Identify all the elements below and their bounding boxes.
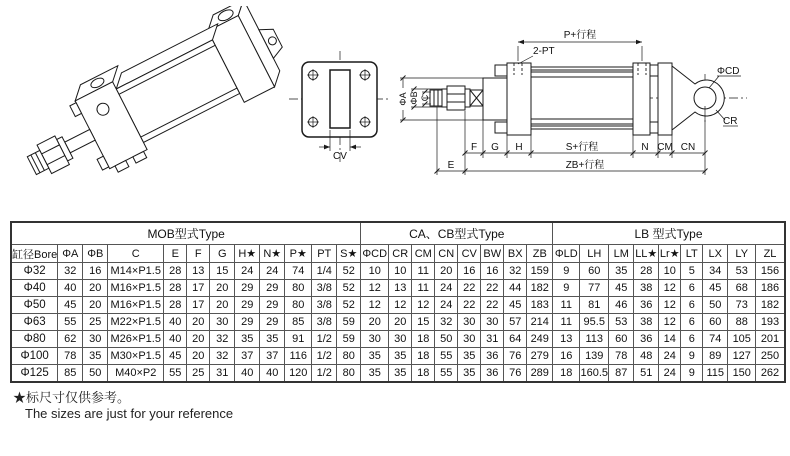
dimension-cell: M40×P2 <box>108 365 164 383</box>
dimension-cell: M16×P1.5 <box>108 280 164 297</box>
dimension-cell: 50 <box>435 331 458 348</box>
dimension-cell: 31 <box>481 331 504 348</box>
dimension-cell: 45 <box>609 280 634 297</box>
dimension-cell: 32 <box>210 331 235 348</box>
dimension-cell: 60 <box>580 263 609 280</box>
dimension-cell: 36 <box>634 297 659 314</box>
footnote-line-en: The sizes are just for your reference <box>25 406 234 421</box>
dimension-cell: 20 <box>361 314 389 331</box>
dimension-cell: 20 <box>210 297 235 314</box>
column-header: ZL <box>756 245 785 263</box>
dimension-cell: 25 <box>83 314 108 331</box>
dimension-cell: 20 <box>83 297 108 314</box>
dimension-cell: 32 <box>504 263 527 280</box>
dimension-cell: 16 <box>83 263 108 280</box>
column-header: C <box>108 245 164 263</box>
column-header: BX <box>504 245 527 263</box>
dimension-cell: 113 <box>580 331 609 348</box>
dimension-cell: 73 <box>728 297 756 314</box>
dimension-cell: 11 <box>553 314 580 331</box>
dimension-cell: 24 <box>435 280 458 297</box>
dimension-cell: 55 <box>435 348 458 365</box>
column-header: ΦB <box>83 245 108 263</box>
dim-label-cm: CM <box>657 142 673 153</box>
dim-label-f: F <box>470 142 478 153</box>
footnote <box>13 390 233 422</box>
bore-cell: Φ63 <box>11 314 58 331</box>
table-row <box>11 331 785 348</box>
dimension-cell: 35 <box>389 365 412 383</box>
dimension-cell: 12 <box>659 297 681 314</box>
dim-label-n: N <box>641 142 649 153</box>
dim-label-s-stroke: S+行程 <box>565 142 599 153</box>
dimension-cell: 28 <box>164 263 187 280</box>
dimension-cell: 55 <box>435 365 458 383</box>
dimension-cell: 22 <box>458 297 481 314</box>
dimension-cell: 156 <box>756 263 785 280</box>
dimension-cell: 289 <box>527 365 553 383</box>
dimension-cell: 18 <box>412 331 435 348</box>
tie-rod-nut <box>650 65 658 76</box>
dimension-cell: 18 <box>412 348 435 365</box>
dimension-cell: 74 <box>703 331 728 348</box>
dim-label-p-stroke: P+行程 <box>563 30 597 41</box>
dim-label-c: C <box>420 94 430 102</box>
tie-rod-nut <box>495 122 507 133</box>
column-header: LM <box>609 245 634 263</box>
piston-rod-assembly <box>430 86 483 110</box>
dimension-cell: 116 <box>285 348 312 365</box>
section-title-row <box>11 222 785 245</box>
dim-label-cn: CN <box>680 142 696 153</box>
footnote-line-cn: ★标尺寸仅供参考。 <box>13 390 131 405</box>
column-header: CR <box>389 245 412 263</box>
column-header: LH <box>580 245 609 263</box>
dim-label-h: H <box>515 142 523 153</box>
table-row <box>11 297 785 314</box>
column-header: ΦA <box>58 245 83 263</box>
bore-cell: Φ32 <box>11 263 58 280</box>
dimension-cell: 52 <box>337 280 361 297</box>
dimension-cell: 6 <box>681 314 703 331</box>
dimension-cell: 88 <box>728 314 756 331</box>
bore-cell: Φ80 <box>11 331 58 348</box>
column-header-row <box>11 245 785 263</box>
dimension-cell: 182 <box>527 280 553 297</box>
bore-cell: Φ100 <box>11 348 58 365</box>
dimension-cell: 3/8 <box>312 297 337 314</box>
dimension-cell: 18 <box>412 365 435 383</box>
dimension-cell: 52 <box>337 263 361 280</box>
head-flange <box>507 63 531 135</box>
column-header: G <box>210 245 235 263</box>
dimension-cell: 24 <box>659 365 681 383</box>
dimension-cell: 201 <box>756 331 785 348</box>
dimension-cell: 76 <box>504 348 527 365</box>
table-row <box>11 348 785 365</box>
column-header: PT <box>312 245 337 263</box>
dimension-cell: 74 <box>285 263 312 280</box>
dimension-cell: 9 <box>553 263 580 280</box>
dimension-cell: 45 <box>58 297 83 314</box>
column-header: LY <box>728 245 756 263</box>
dimension-cell: 11 <box>553 297 580 314</box>
dimension-cell: 10 <box>389 263 412 280</box>
table-row <box>11 365 785 383</box>
dimension-cell: 12 <box>389 297 412 314</box>
dim-label-2pt: 2-PT <box>533 46 555 57</box>
dimension-cell: 77 <box>580 280 609 297</box>
dimension-cell: 3/8 <box>312 314 337 331</box>
dimension-cell: 18 <box>553 365 580 383</box>
dimension-cell: 45 <box>504 297 527 314</box>
dimension-cell: 80 <box>337 348 361 365</box>
dimension-cell: 150 <box>728 365 756 383</box>
dimension-cell: 29 <box>260 314 285 331</box>
dimension-cell: 30 <box>481 314 504 331</box>
isometric-cylinder-body <box>8 6 283 206</box>
tie-rod-nut <box>650 122 658 133</box>
column-header: LT <box>681 245 703 263</box>
clevis-eye <box>694 87 716 109</box>
dimension-cell: 35 <box>260 331 285 348</box>
dimension-cell: 48 <box>634 348 659 365</box>
dimension-cell: 64 <box>504 331 527 348</box>
dimension-cell: 91 <box>285 331 312 348</box>
dim-label-cd: ΦCD <box>717 66 740 77</box>
dimension-cell: 20 <box>187 348 210 365</box>
dimension-cell: 17 <box>187 280 210 297</box>
dimension-cell: 87 <box>609 365 634 383</box>
dimension-cell: 30 <box>389 331 412 348</box>
column-header: CN <box>435 245 458 263</box>
dimension-cell: 53 <box>728 263 756 280</box>
dimension-cell: 37 <box>235 348 260 365</box>
table-row <box>11 280 785 297</box>
dimension-cell: 262 <box>756 365 785 383</box>
column-header: LL★ <box>634 245 659 263</box>
dimension-cell: 59 <box>337 314 361 331</box>
dimension-cell: 20 <box>187 331 210 348</box>
dimension-cell: 1/4 <box>312 263 337 280</box>
dimension-cell: 29 <box>260 297 285 314</box>
dimension-cell: 24 <box>659 348 681 365</box>
dimension-cell: 9 <box>681 365 703 383</box>
dimension-cell: 20 <box>435 263 458 280</box>
dimension-cell: 105 <box>728 331 756 348</box>
dimension-cell: 85 <box>58 365 83 383</box>
dimension-cell: 115 <box>703 365 728 383</box>
rod-gland <box>483 78 507 120</box>
table-section-title: CA、CB型式Type <box>361 222 553 245</box>
dimension-cell: 51 <box>634 365 659 383</box>
dimension-cell: 40 <box>164 331 187 348</box>
dimension-cell: 30 <box>361 331 389 348</box>
dimension-cell: 186 <box>756 280 785 297</box>
cap-plate <box>658 63 672 135</box>
dimension-cell: 13 <box>553 331 580 348</box>
dimension-cell: 35 <box>458 365 481 383</box>
dimension-cell: 11 <box>412 280 435 297</box>
dimension-cell: 5 <box>681 263 703 280</box>
dimension-cell: 28 <box>164 280 187 297</box>
rod-thread-tip <box>430 90 442 106</box>
dimension-cell: M14×P1.5 <box>108 263 164 280</box>
dimension-cell: 22 <box>481 297 504 314</box>
table-row <box>11 314 785 331</box>
dimension-cell: 28 <box>634 263 659 280</box>
cylinder-tube <box>531 72 633 124</box>
dimension-cell: 76 <box>504 365 527 383</box>
column-header: Lr★ <box>659 245 681 263</box>
dimension-cell: 36 <box>481 348 504 365</box>
dimension-cell: 24 <box>435 297 458 314</box>
column-header: P★ <box>285 245 312 263</box>
dimension-cell: 13 <box>187 263 210 280</box>
dimension-cell: 22 <box>481 280 504 297</box>
table-section-title: LB 型式Type <box>553 222 785 245</box>
column-header: F <box>187 245 210 263</box>
dimension-cell: 60 <box>703 314 728 331</box>
dimension-cell: 50 <box>703 297 728 314</box>
dimension-cell: 38 <box>634 280 659 297</box>
dimension-cell: 25 <box>187 365 210 383</box>
dimension-cell: M30×P1.5 <box>108 348 164 365</box>
dimension-cell: 182 <box>756 297 785 314</box>
tie-rod-nut <box>495 65 507 76</box>
dimension-cell: 81 <box>580 297 609 314</box>
cylinder-side-body <box>483 63 724 135</box>
dimension-cell: 16 <box>553 348 580 365</box>
dimension-cell: 10 <box>659 263 681 280</box>
dimension-cell: 12 <box>412 297 435 314</box>
dimension-cell: 30 <box>458 314 481 331</box>
dimension-cell: 38 <box>634 314 659 331</box>
cap-flange <box>633 63 650 135</box>
isometric-cylinder-drawing <box>8 6 283 211</box>
dimension-cell: 35 <box>83 348 108 365</box>
port-callout <box>518 46 555 64</box>
dimension-cell: 29 <box>260 280 285 297</box>
dim-label-cv: CV <box>333 151 347 162</box>
piston-rod <box>65 129 95 152</box>
column-header: ZB <box>527 245 553 263</box>
bore-cell: Φ40 <box>11 280 58 297</box>
dimension-cell: 14 <box>659 331 681 348</box>
column-header: 缸径Bore <box>11 245 58 263</box>
dimension-cell: 30 <box>458 331 481 348</box>
column-header: H★ <box>235 245 260 263</box>
column-header: LX <box>703 245 728 263</box>
dimension-cell: 35 <box>361 348 389 365</box>
dimension-cell: 32 <box>58 263 83 280</box>
dim-label-zb-stroke: ZB+行程 <box>565 160 605 171</box>
dimension-cell: 183 <box>527 297 553 314</box>
dimension-cell: 139 <box>580 348 609 365</box>
dimension-cell: 35 <box>389 348 412 365</box>
dimension-cell: 15 <box>210 263 235 280</box>
bore-cell: Φ125 <box>11 365 58 383</box>
column-header: E <box>164 245 187 263</box>
dimension-cell: 29 <box>235 297 260 314</box>
dimension-cell: 68 <box>728 280 756 297</box>
dimension-cell: 35 <box>609 263 634 280</box>
dimension-cell: 1/2 <box>312 365 337 383</box>
dimension-cell: 12 <box>659 280 681 297</box>
column-header: N★ <box>260 245 285 263</box>
dimension-cell: 52 <box>337 297 361 314</box>
dimension-cell: 78 <box>609 348 634 365</box>
dimension-cell: 32 <box>435 314 458 331</box>
flange-slot <box>330 70 350 128</box>
dimension-cell: 55 <box>58 314 83 331</box>
column-header: S★ <box>337 245 361 263</box>
dimension-cell: 37 <box>260 348 285 365</box>
dimension-cell: 6 <box>681 331 703 348</box>
dim-label-cr: CR <box>723 116 738 127</box>
dimension-cell: 20 <box>389 314 412 331</box>
dimension-cell: 16 <box>481 263 504 280</box>
bore-cell: Φ50 <box>11 297 58 314</box>
dimension-cell: 40 <box>235 365 260 383</box>
dimension-cell: 46 <box>609 297 634 314</box>
dimension-cell: 45 <box>164 348 187 365</box>
dimension-cell: 250 <box>756 348 785 365</box>
dim-label-e: E <box>447 160 455 171</box>
dimension-cell: 120 <box>285 365 312 383</box>
table-container <box>10 221 786 383</box>
dimension-cell: 159 <box>527 263 553 280</box>
dimension-cell: 78 <box>58 348 83 365</box>
dimension-cell: 9 <box>553 280 580 297</box>
dimension-cell: 12 <box>659 314 681 331</box>
dimension-cell: 11 <box>412 263 435 280</box>
dimension-cell: 95.5 <box>580 314 609 331</box>
dimension-cell: 34 <box>703 263 728 280</box>
dimension-cell: 1/2 <box>312 331 337 348</box>
column-header: ΦCD <box>361 245 389 263</box>
dimension-cell: 80 <box>337 365 361 383</box>
dimension-cell: 53 <box>609 314 634 331</box>
dimension-cell: 6 <box>681 297 703 314</box>
dimension-cell: 44 <box>504 280 527 297</box>
dimension-cell: 35 <box>458 348 481 365</box>
dimension-cell: 20 <box>210 280 235 297</box>
column-header: ΦLD <box>553 245 580 263</box>
dimension-cell: 31 <box>210 365 235 383</box>
dimension-cell: 40 <box>164 314 187 331</box>
dimension-cell: 57 <box>504 314 527 331</box>
dimension-cell: 10 <box>361 263 389 280</box>
dimension-cell: 279 <box>527 348 553 365</box>
dimension-cell: 12 <box>361 297 389 314</box>
dimension-cell: 50 <box>83 365 108 383</box>
table-row <box>11 263 785 280</box>
dimension-cell: 13 <box>389 280 412 297</box>
dimension-cell: 80 <box>285 297 312 314</box>
dimension-cell: 22 <box>458 280 481 297</box>
dimension-cell: 214 <box>527 314 553 331</box>
dim-label-phi-b: ΦB <box>409 91 419 105</box>
dimension-cell: 249 <box>527 331 553 348</box>
dim-label-phi-a: ΦA <box>398 92 408 106</box>
dimension-cell: M16×P1.5 <box>108 297 164 314</box>
dimension-cell: 28 <box>164 297 187 314</box>
dimension-cell: 32 <box>210 348 235 365</box>
column-header: CV <box>458 245 481 263</box>
dimension-cell: 80 <box>285 280 312 297</box>
dimension-cell: 40 <box>58 280 83 297</box>
dimension-cell: 6 <box>681 280 703 297</box>
dimension-cell: 45 <box>703 280 728 297</box>
table-section-title: MOB型式Type <box>11 222 361 245</box>
dimension-cell: 29 <box>235 280 260 297</box>
dimension-cell: M22×P1.5 <box>108 314 164 331</box>
dimension-cell: 55 <box>164 365 187 383</box>
dimension-cell: 62 <box>58 331 83 348</box>
dimension-cell: 59 <box>337 331 361 348</box>
dimension-cell: 35 <box>235 331 260 348</box>
dimension-cell: 24 <box>235 263 260 280</box>
dimension-cell: 30 <box>83 331 108 348</box>
dimension-cell: 40 <box>260 365 285 383</box>
dimension-cell: 3/8 <box>312 280 337 297</box>
dimension-cell: 35 <box>361 365 389 383</box>
dimension-cell: 29 <box>235 314 260 331</box>
dimension-cell: 12 <box>361 280 389 297</box>
dimension-cell: 36 <box>634 331 659 348</box>
dimension-cell: 89 <box>703 348 728 365</box>
dimension-cell: 193 <box>756 314 785 331</box>
dimension-cell: 1/2 <box>312 348 337 365</box>
dimension-cell: 20 <box>83 280 108 297</box>
dimension-cell: 20 <box>187 314 210 331</box>
dimension-cell: 36 <box>481 365 504 383</box>
dimension-cell: 60 <box>609 331 634 348</box>
dimension-cell: 9 <box>681 348 703 365</box>
dimension-cell: 16 <box>458 263 481 280</box>
dimension-cell: 30 <box>210 314 235 331</box>
dimension-cell: 127 <box>728 348 756 365</box>
dim-label-g: G <box>491 142 499 153</box>
dimension-table <box>10 221 786 383</box>
rod-nut <box>447 86 465 110</box>
dimension-cell: 15 <box>412 314 435 331</box>
dimension-cell: 160.5 <box>580 365 609 383</box>
side-view-drawing <box>395 8 787 208</box>
column-header: CM <box>412 245 435 263</box>
dimension-cell: 17 <box>187 297 210 314</box>
dimension-cell: 24 <box>260 263 285 280</box>
column-header: BW <box>481 245 504 263</box>
dimension-cell: 85 <box>285 314 312 331</box>
dimension-cell: M26×P1.5 <box>108 331 164 348</box>
